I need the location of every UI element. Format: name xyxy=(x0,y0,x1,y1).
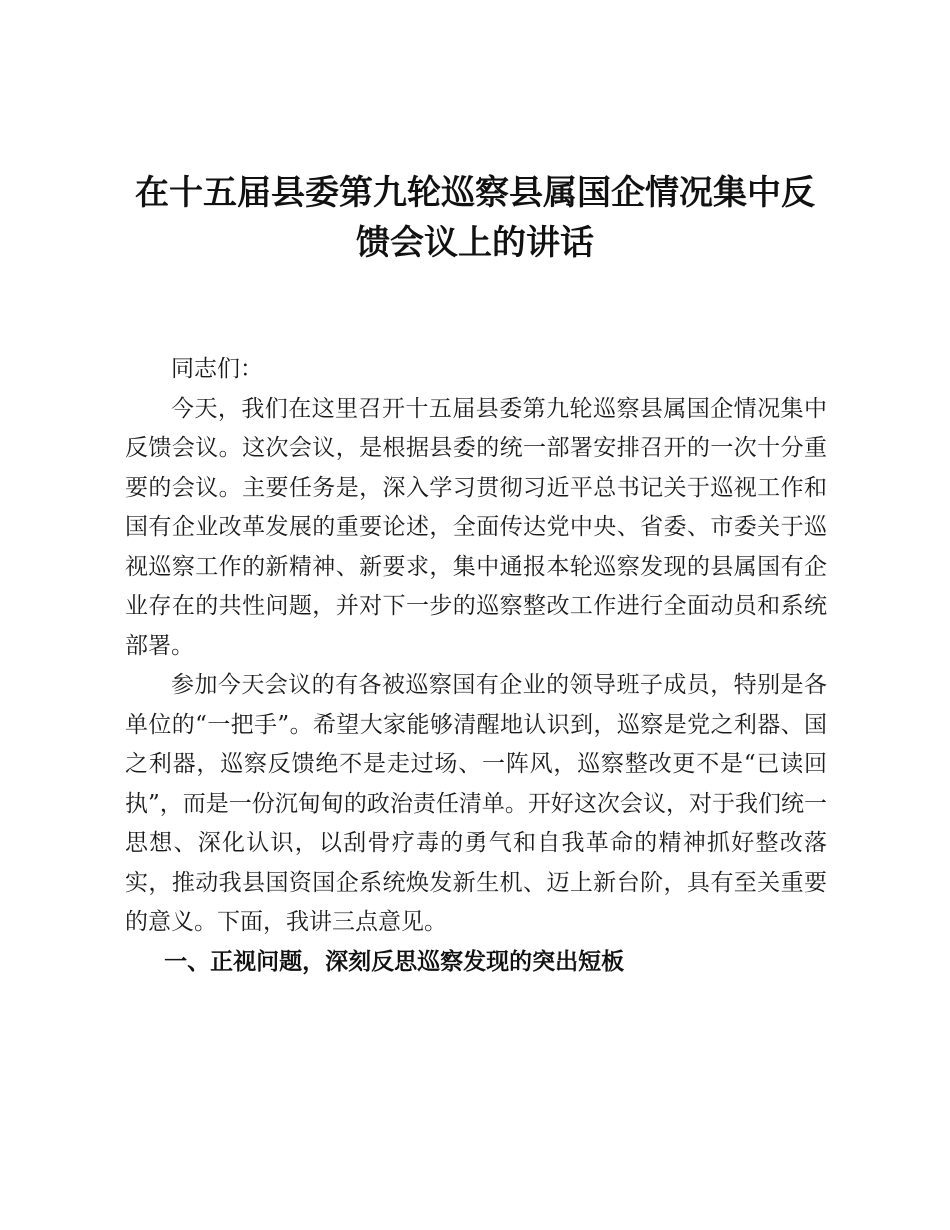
document-title xyxy=(100,168,850,268)
paragraph-attendees: 参加今天会议的有各被巡察国有企业的领导班子成员，特别是各单位的“一把手”。希望大家能够清醒地认识到，巡察是党之利器、国之利器，巡察反馈绝不是走过场、一阵风，巡察整改更不是“已读回执”，而是一份沉甸甸的政治责任清单。开好这次会议，对于我们统一思想、深化认识，以刮骨疗毒的勇气和自我革命的精神抓好整改落实，推动我县国资国企系统焕发新生机、迈上新台阶，具有至关重要的意义。下面，我讲三点意见。 xyxy=(125,672,827,935)
paragraph-opening: 今天，我们在这里召开十五届县委第九轮巡察县属国企情况集中反馈会议。这次会议，是根据县委的统一部署安排召开的一次十分重要的会议。主要任务是，深入学习贯彻习近平总书记关于巡视工作和国有企业改革发展的重要论述，全面传达党中央、省委、市委关于巡视巡察工作的新精神、新要求，集中通报本轮巡察发现的县属国有企业存在的共性问题，并对下一步的巡察整改工作进行全面动员和系统部署。 xyxy=(125,395,827,659)
title-line-1: 在十五届县委第九轮巡察县属国企情况集中反 xyxy=(135,173,815,213)
title-line-2: 馈会议上的讲话 xyxy=(356,223,594,263)
salutation: 同志们： xyxy=(171,356,263,382)
document-body xyxy=(125,350,827,982)
section-heading-1: 一、正视问题，深刻反思巡察发现的突出短板 xyxy=(164,948,625,975)
